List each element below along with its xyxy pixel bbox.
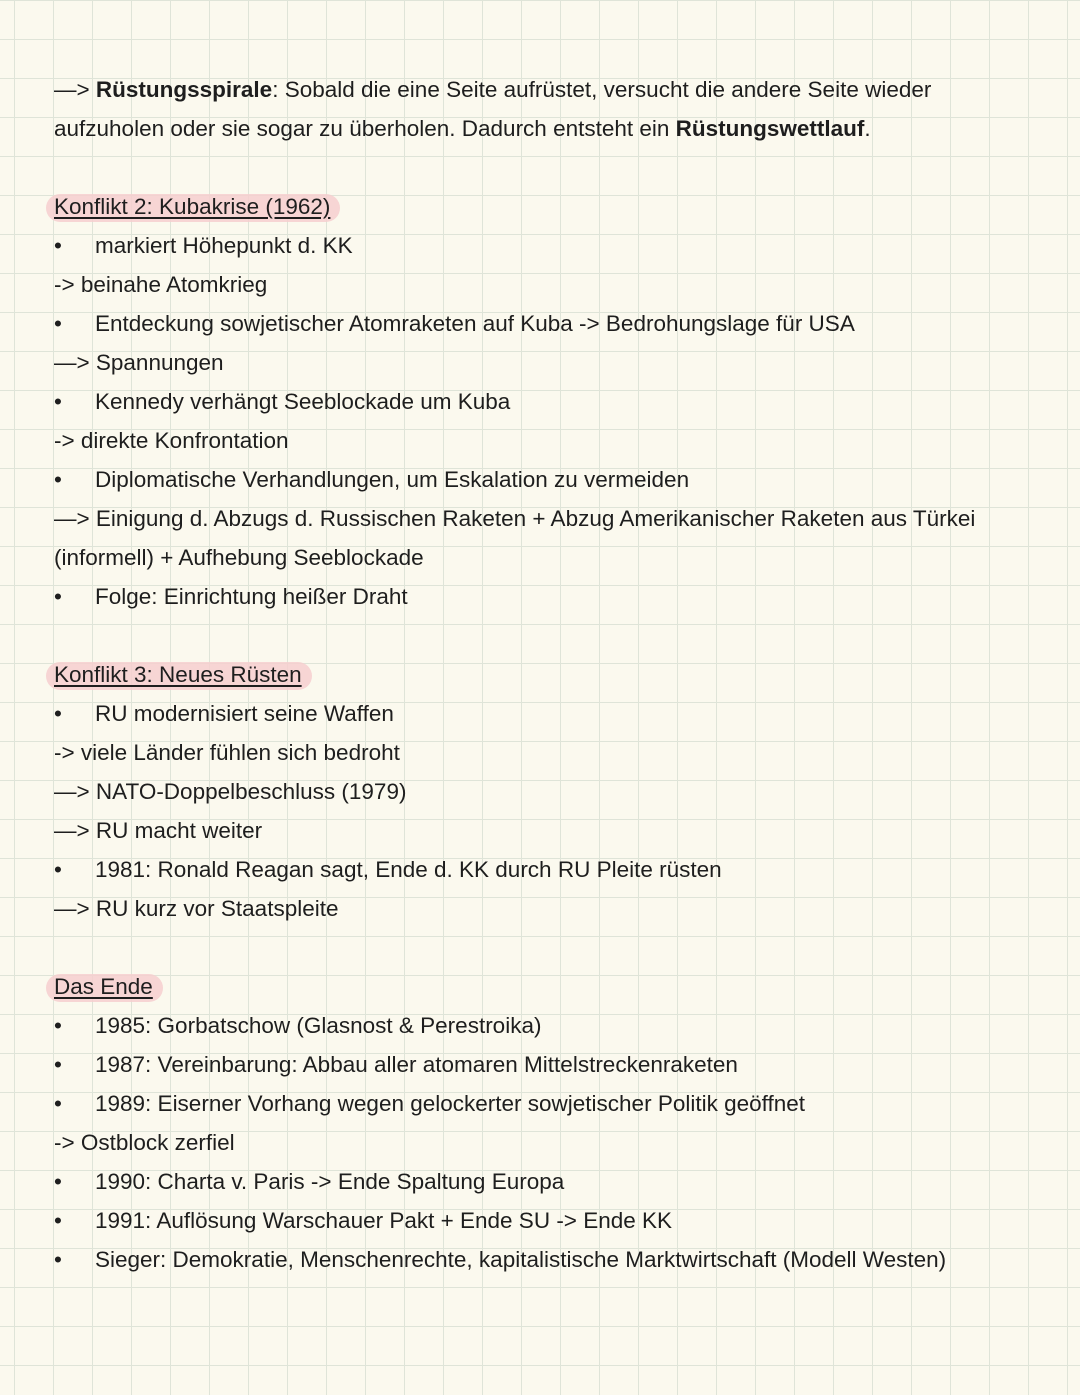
bullet-dot: • <box>54 1208 62 1233</box>
intro-text-2: . <box>864 116 871 141</box>
line-text: (informell) + Aufhebung Seeblockade <box>54 545 424 570</box>
line-text: 1989: Eiserner Vorhang wegen gelockerter sowjetischer Politik geöffnet <box>95 1091 806 1116</box>
line-text: 1987: Vereinbarung: Abbau aller atomaren Mittelstreckenraketen <box>95 1052 738 1077</box>
line-text: -> viele Länder fühlen sich bedroht <box>54 740 400 765</box>
line-text: -> beinahe Atomkrieg <box>54 272 268 297</box>
line-text: Entdeckung sowjetischer Atomraketen auf Kuba -> Bedrohungslage für USA <box>95 311 855 336</box>
arrow-line <box>54 772 1044 811</box>
line-text: 1985: Gorbatschow (Glasnost & Perestroika) <box>95 1013 542 1038</box>
line-text: 1990: Charta v. Paris -> Ende Spaltung Europa <box>95 1169 565 1194</box>
section-das-ende-list <box>54 1006 1044 1279</box>
arrow-line <box>54 889 1044 928</box>
spacer <box>54 148 1044 187</box>
section-heading-kubakrise <box>54 187 1044 226</box>
line-text: —> Spannungen <box>54 350 224 375</box>
line-text: -> Ostblock zerfiel <box>54 1130 235 1155</box>
arrow-line <box>54 343 1044 382</box>
bullet-dot: • <box>54 389 62 414</box>
bullet-dot: • <box>54 857 62 882</box>
heading-text: Das Ende <box>54 974 153 999</box>
bullet-item <box>54 1045 1044 1084</box>
intro-term-ruestungsspirale: Rüstungsspirale <box>95 77 273 102</box>
line-text: —> NATO-Doppelbeschluss (1979) <box>54 779 407 804</box>
line-text: —> RU macht weiter <box>54 818 263 843</box>
bullet-dot: • <box>54 1013 62 1038</box>
bullet-dot: • <box>54 1247 62 1272</box>
arrow-line <box>54 733 1044 772</box>
bullet-dot: • <box>54 1052 62 1077</box>
arrow-line <box>54 811 1044 850</box>
line-text: —> RU kurz vor Staatspleite <box>54 896 339 921</box>
intro-paragraph <box>54 70 984 148</box>
intro-arrow: —> <box>54 77 96 102</box>
bullet-item <box>54 226 1044 265</box>
arrow-line <box>54 499 1044 538</box>
line-text: -> direkte Konfrontation <box>54 428 289 453</box>
bullet-dot: • <box>54 233 62 258</box>
line-text: Sieger: Demokratie, Menschenrechte, kapitalistische Marktwirtschaft (Modell Westen) <box>95 1247 947 1272</box>
notes-page <box>54 70 1044 1279</box>
spacer <box>54 928 1044 967</box>
bullet-item <box>54 1006 1044 1045</box>
line-text: Kennedy verhängt Seeblockade um Kuba <box>95 389 511 414</box>
bullet-dot: • <box>54 584 62 609</box>
section-neues-ruesten-list <box>54 694 1044 928</box>
line-text: markiert Höhepunkt d. KK <box>95 233 353 258</box>
bullet-item <box>54 1240 1044 1279</box>
line-text: Folge: Einrichtung heißer Draht <box>95 584 408 609</box>
bullet-dot: • <box>54 701 62 726</box>
arrow-line <box>54 538 1044 577</box>
line-text: 1981: Ronald Reagan sagt, Ende d. KK durch RU Pleite rüsten <box>95 857 722 882</box>
bullet-item <box>54 460 1044 499</box>
arrow-line <box>54 421 1044 460</box>
intro-term-ruestungswettlauf: Rüstungswettlauf <box>675 116 865 141</box>
section-kubakrise-list <box>54 226 1044 616</box>
bullet-item <box>54 304 1044 343</box>
bullet-dot: • <box>54 467 62 492</box>
line-text: 1991: Auflösung Warschauer Pakt + Ende SU -> Ende KK <box>95 1208 673 1233</box>
heading-text: Konflikt 2: Kubakrise (1962) <box>54 194 331 219</box>
section-heading-neues-ruesten <box>54 655 1044 694</box>
bullet-item <box>54 694 1044 733</box>
arrow-line <box>54 1123 1044 1162</box>
bullet-item <box>54 382 1044 421</box>
bullet-item <box>54 850 1044 889</box>
intro-text-1: : Sobald die eine Seite aufrüstet, versucht die andere Seite wieder aufzuholen oder sie sogar zu überholen. Dadurch entsteht ein <box>54 77 932 141</box>
line-text: Diplomatische Verhandlungen, um Eskalation zu vermeiden <box>95 467 690 492</box>
bullet-dot: • <box>54 311 62 336</box>
bullet-item <box>54 1201 1044 1240</box>
heading-text: Konflikt 3: Neues Rüsten <box>54 662 302 687</box>
section-heading-das-ende <box>54 967 1044 1006</box>
bullet-dot: • <box>54 1169 62 1194</box>
bullet-item <box>54 577 1044 616</box>
bullet-dot: • <box>54 1091 62 1116</box>
bullet-item <box>54 1162 1044 1201</box>
line-text: —> Einigung d. Abzugs d. Russischen Raketen + Abzug Amerikanischer Raketen aus Türkei <box>54 506 976 531</box>
bullet-item <box>54 1084 1044 1123</box>
arrow-line <box>54 265 1044 304</box>
spacer <box>54 616 1044 655</box>
line-text: RU modernisiert seine Waffen <box>95 701 394 726</box>
